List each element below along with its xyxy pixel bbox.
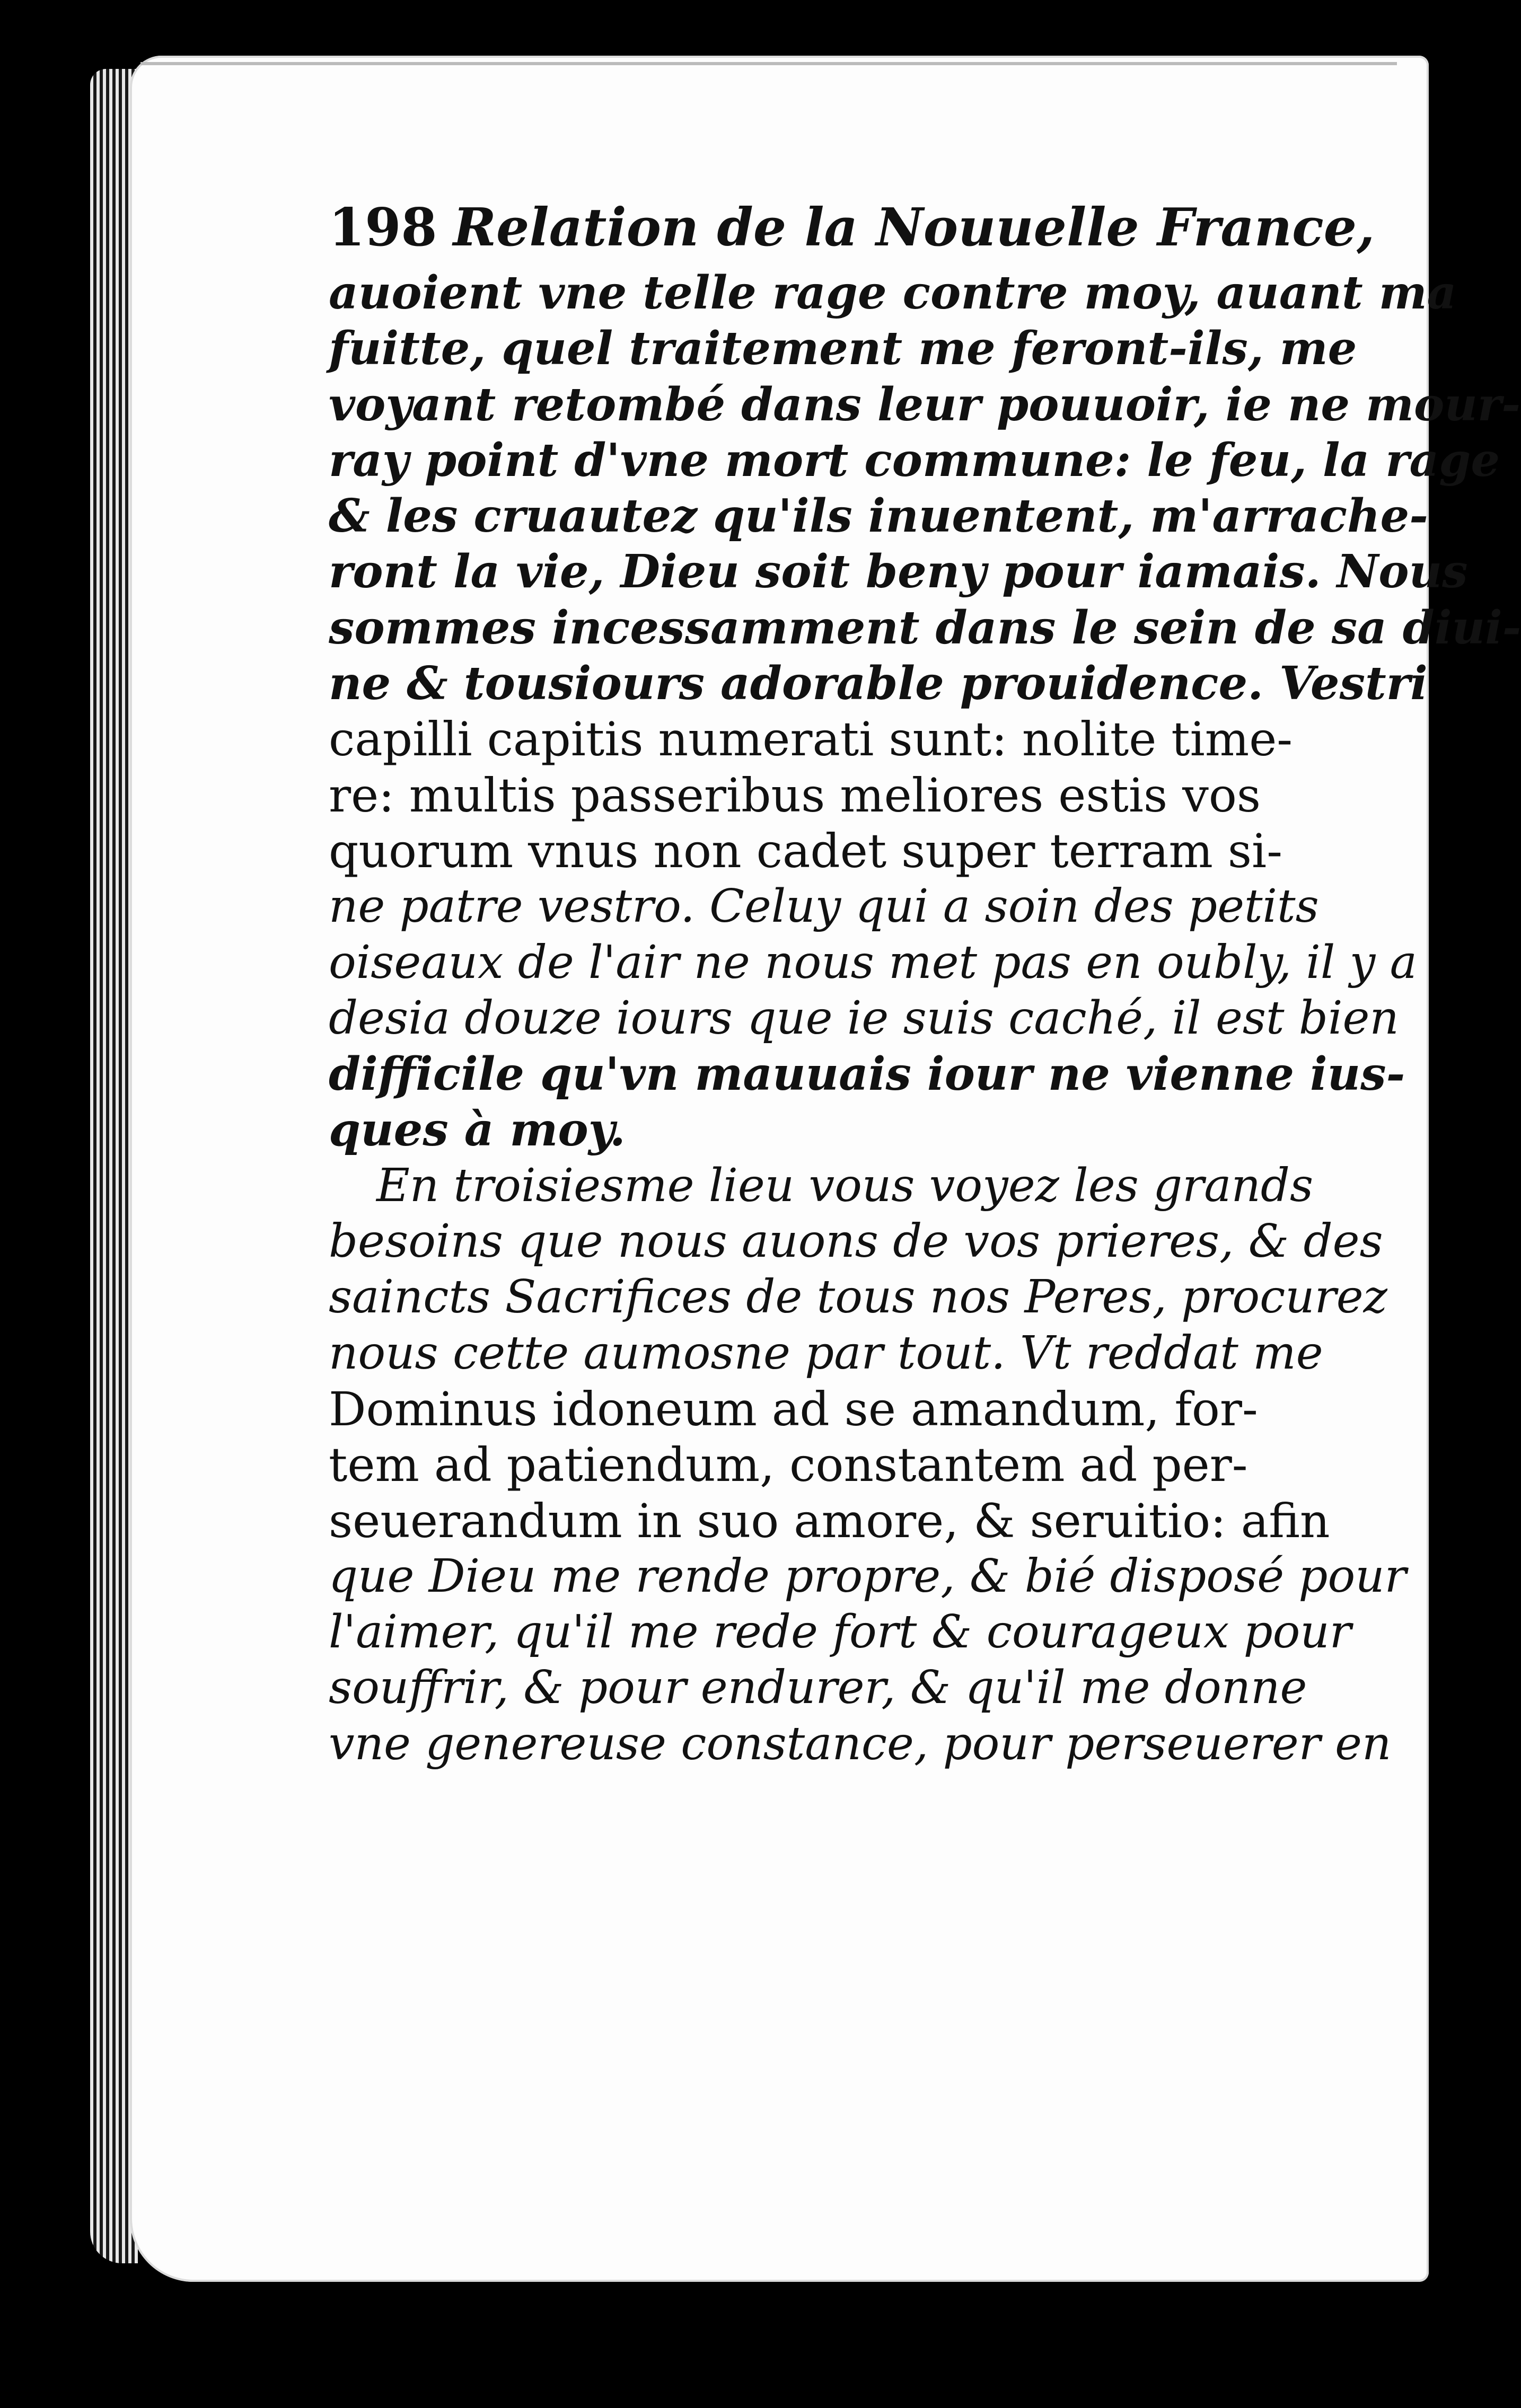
page-header bbox=[329, 196, 1375, 260]
text-line-latin: tem ad patiendum, constantem ad per- bbox=[329, 1437, 1248, 1493]
text-line: ront la vie, Dieu soit beny pour iamais. Nous bbox=[329, 545, 1468, 599]
page-number: 198 bbox=[329, 197, 437, 258]
text-line-latin: quorum vnus non cadet super terram si- bbox=[329, 823, 1282, 878]
text-line: desia douze iours que ie suis caché, il est bien bbox=[329, 991, 1399, 1045]
text-line: saincts Sacrifices de tous nos Peres, procurez bbox=[329, 1271, 1387, 1324]
text-line: & les cruautez qu'ils inuentent, m'arrache- bbox=[329, 489, 1428, 543]
text-line: besoins que nous auons de vos prieres, & des bbox=[329, 1215, 1383, 1268]
text-line: ques à moy. bbox=[329, 1103, 626, 1157]
text-line-latin: Dominus idoneum ad se amandum, for- bbox=[329, 1381, 1258, 1436]
text-line-latin: capilli capitis numerati sunt: nolite time- bbox=[329, 712, 1293, 767]
page-top-edge bbox=[140, 62, 1397, 65]
text-line: sommes incessamment dans le sein de sa diui- bbox=[329, 601, 1521, 655]
text-line: que Dieu me rende propre, & bié disposé pour bbox=[329, 1549, 1406, 1603]
text-line: nous cette aumosne par tout. Vt reddat me bbox=[329, 1326, 1323, 1380]
text-line: En troisiesme lieu vous voyez les grands bbox=[376, 1159, 1314, 1212]
text-line: ne patre vestro. Celuy qui a soin des petits bbox=[329, 880, 1319, 933]
text-line: l'aimer, qu'il me rede fort & courageux pour bbox=[329, 1606, 1351, 1659]
text-line-latin: re: multis passeribus meliores estis vos bbox=[329, 768, 1261, 823]
running-head: Relation de la Nouuelle France, bbox=[453, 197, 1375, 258]
text-line: voyant retombé dans leur pouuoir, ie ne mour- bbox=[329, 377, 1520, 431]
text-line-latin: seuerandum in suo amore, & seruitio: afin bbox=[329, 1493, 1330, 1548]
text-line: difficile qu'vn mauuais iour ne vienne ius- bbox=[329, 1047, 1405, 1101]
text-line: vne genereuse constance, pour perseuerer en bbox=[329, 1717, 1392, 1770]
text-line: souffrir, & pour endurer, & qu'il me donne bbox=[329, 1661, 1307, 1715]
text-line: ray point d'vne mort commune: le feu, la rage bbox=[329, 433, 1500, 487]
text-line: fuitte, quel traitement me feront-ils, me bbox=[329, 322, 1357, 376]
text-line: ne & tousiours adorable prouidence. Vestri bbox=[329, 657, 1428, 711]
text-line: oiseaux de l'air ne nous met pas en oubly, il y a bbox=[329, 936, 1417, 989]
text-line: auoient vne telle rage contre moy, auant ma bbox=[329, 266, 1457, 320]
page-text-block bbox=[329, 196, 1521, 1772]
